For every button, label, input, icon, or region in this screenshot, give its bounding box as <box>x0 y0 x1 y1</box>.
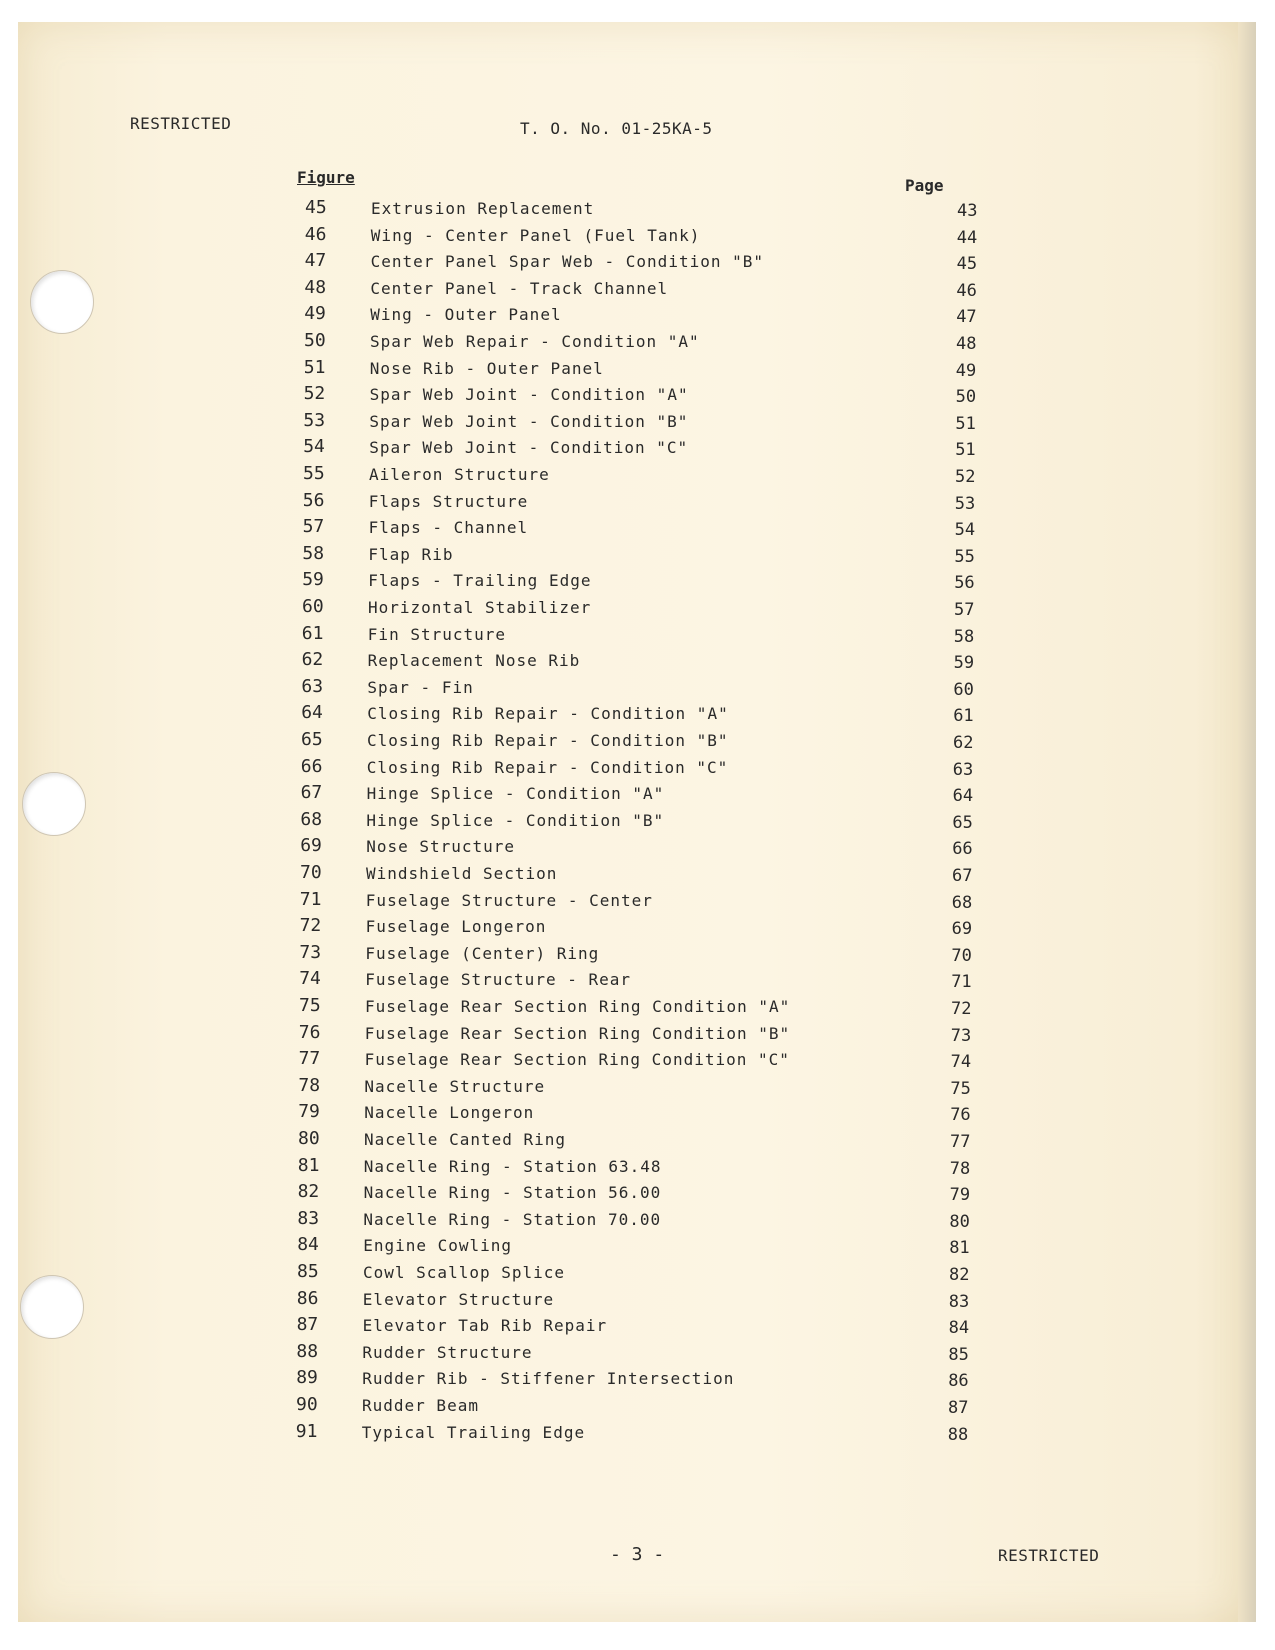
footer-restricted: RESTRICTED <box>998 1546 1100 1565</box>
figure-number: 70 <box>300 862 322 883</box>
figure-number: 50 <box>304 330 326 351</box>
figure-number: 63 <box>301 675 324 697</box>
figure-number: 88 <box>296 1340 319 1362</box>
page-reference: 87 <box>948 1398 969 1418</box>
figure-row <box>296 1287 987 1316</box>
document-number: T. O. No. 01-25KA-5 <box>520 119 713 138</box>
figure-title: Elevator Tab Rib Repair <box>362 1316 608 1336</box>
figure-row <box>302 489 993 518</box>
page-reference: 50 <box>955 387 977 408</box>
page-reference: 69 <box>951 919 973 940</box>
figure-row <box>305 199 995 225</box>
figure-title: Closing Rib Repair - Condition "C" <box>366 757 729 777</box>
page-reference: 67 <box>952 866 973 886</box>
figure-number: 78 <box>298 1074 321 1096</box>
figure-title: Fuselage Longeron <box>365 917 547 937</box>
figure-title: Spar Web Joint - Condition "A" <box>369 385 689 405</box>
figure-title: Horizontal Stabilizer <box>368 598 592 617</box>
page-reference: 88 <box>947 1424 969 1445</box>
figure-number: 71 <box>299 888 322 910</box>
page-reference: 77 <box>950 1132 971 1152</box>
figure-row <box>300 808 990 837</box>
figure-number: 67 <box>300 782 323 804</box>
figure-number: 72 <box>299 915 322 937</box>
figure-title: Spar Web Repair - Condition "A" <box>370 332 700 351</box>
figure-title: Fuselage Rear Section Ring Condition "B" <box>364 1023 791 1043</box>
figure-row <box>301 675 991 704</box>
page-column-header: Page <box>905 176 944 195</box>
page-reference: 61 <box>953 706 974 727</box>
figure-title: Closing Rib Repair - Condition "B" <box>367 731 729 750</box>
figure-row <box>299 888 990 917</box>
figure-title: Rudder Beam <box>362 1396 479 1415</box>
figure-row <box>302 571 992 597</box>
figure-title: Spar Web Joint - Condition "C" <box>369 438 689 458</box>
figure-number: 82 <box>297 1181 320 1203</box>
figure-title: Center Panel - Track Channel <box>370 278 669 298</box>
figure-title: Flap Rib <box>368 544 454 564</box>
figure-row <box>297 1207 987 1236</box>
figure-row <box>303 409 993 438</box>
figure-row <box>296 1369 986 1395</box>
figure-title: Closing Rib Repair - Condition "A" <box>367 704 729 724</box>
page-reference: 63 <box>952 759 974 780</box>
figure-title: Flaps Structure <box>368 491 529 511</box>
page-reference: 65 <box>952 812 973 833</box>
page-edge <box>1238 22 1256 1622</box>
page-reference: 54 <box>954 520 976 541</box>
figure-title: Center Panel Spar Web - Condition "B" <box>370 252 765 272</box>
figure-title: Windshield Section <box>366 864 558 883</box>
figure-row <box>300 917 990 943</box>
figure-title: Nacelle Ring - Station 56.00 <box>363 1183 662 1203</box>
figure-row <box>299 970 989 996</box>
figure-number: 65 <box>301 729 323 750</box>
figure-title: Elevator Structure <box>362 1289 555 1309</box>
page-reference: 51 <box>955 440 976 461</box>
figure-number: 86 <box>296 1287 319 1309</box>
figure-number: 68 <box>300 808 323 830</box>
figure-number: 75 <box>299 995 321 1016</box>
figure-title: Fin Structure <box>367 624 507 644</box>
figure-title: Nacelle Canted Ring <box>364 1130 567 1149</box>
page-reference: 46 <box>956 280 977 301</box>
figure-row <box>297 1154 988 1183</box>
figure-row <box>303 438 993 464</box>
page-reference: 72 <box>951 999 972 1019</box>
figure-number: 59 <box>302 569 324 591</box>
page-reference: 51 <box>955 413 976 434</box>
figure-row <box>298 1074 988 1103</box>
figure-title: Flaps - Channel <box>368 518 529 538</box>
page-reference: 78 <box>949 1158 971 1179</box>
figure-row <box>300 837 990 863</box>
figure-title: Typical Trailing Edge <box>361 1422 586 1442</box>
figure-number: 51 <box>303 356 326 378</box>
page-reference: 43 <box>957 201 978 221</box>
figure-row <box>301 622 992 651</box>
page-reference: 86 <box>948 1371 969 1392</box>
page-reference: 57 <box>954 600 975 620</box>
binder-hole <box>30 270 94 334</box>
figure-number: 53 <box>303 409 326 431</box>
figure-number: 54 <box>303 436 325 458</box>
figure-title: Nacelle Longeron <box>364 1103 535 1123</box>
figure-row <box>304 332 994 358</box>
page-reference: 48 <box>956 334 977 354</box>
page-reference: 74 <box>950 1052 972 1073</box>
figure-number: 52 <box>303 383 326 405</box>
figure-title: Replacement Nose Rib <box>367 651 581 671</box>
page-reference: 45 <box>956 254 978 275</box>
figure-number: 48 <box>304 276 327 298</box>
figure-row <box>296 1340 986 1369</box>
page-reference: 70 <box>951 945 972 966</box>
page-reference: 62 <box>953 733 974 753</box>
figure-number: 58 <box>302 542 325 564</box>
figure-row <box>298 1183 988 1209</box>
figure-title: Rudder Rib - Stiffener Intersection <box>362 1369 735 1389</box>
figure-number: 64 <box>301 702 323 724</box>
figure-number: 85 <box>297 1261 319 1282</box>
figure-row <box>301 784 991 810</box>
figure-row <box>302 598 992 624</box>
figure-number: 46 <box>304 223 327 245</box>
page-reference: 56 <box>954 573 975 594</box>
figure-row <box>298 1021 989 1050</box>
figure-title: Fuselage Rear Section Ring Condition "A" <box>365 997 791 1016</box>
page-reference: 58 <box>953 626 975 647</box>
figure-row <box>295 1420 986 1449</box>
figure-number: 69 <box>300 835 322 857</box>
figure-number: 57 <box>302 516 325 538</box>
figure-title: Engine Cowling <box>363 1236 513 1256</box>
figure-title: Wing - Outer Panel <box>370 305 562 325</box>
figure-number: 90 <box>296 1394 318 1415</box>
figure-row <box>300 755 991 784</box>
page-reference: 81 <box>949 1238 970 1259</box>
figure-row <box>297 1263 987 1289</box>
page-reference: 53 <box>954 493 976 514</box>
figure-number: 62 <box>301 649 324 671</box>
figure-row <box>303 356 994 385</box>
figure-number: 47 <box>304 250 327 272</box>
figure-number: 55 <box>303 463 325 484</box>
page-reference: 75 <box>950 1078 971 1099</box>
figure-row <box>301 731 991 757</box>
figure-number: 56 <box>302 489 325 511</box>
figure-row <box>302 651 992 677</box>
figure-row <box>298 1103 988 1129</box>
page-number: - 3 - <box>610 1544 665 1565</box>
figure-title: Wing - Center Panel (Fuel Tank) <box>370 225 701 245</box>
figure-row <box>300 864 990 890</box>
page-reference: 80 <box>949 1211 970 1232</box>
figure-row <box>297 1236 987 1262</box>
figure-number: 87 <box>296 1314 319 1336</box>
page-reference: 49 <box>955 360 977 381</box>
page-reference: 55 <box>954 546 975 567</box>
figure-row <box>305 252 995 278</box>
figure-row <box>304 385 994 411</box>
figure-title: Nacelle Ring - Station 70.00 <box>363 1209 662 1229</box>
figure-row <box>304 223 995 252</box>
figure-row <box>297 1316 987 1342</box>
figure-row <box>299 1050 989 1076</box>
page-reference: 84 <box>948 1318 970 1339</box>
figure-number: 91 <box>295 1420 318 1442</box>
page-reference: 71 <box>951 972 972 993</box>
page-reference: 60 <box>953 679 974 700</box>
figure-title: Extrusion Replacement <box>371 199 595 218</box>
figure-title: Aileron Structure <box>369 465 550 484</box>
figure-number: 83 <box>297 1207 320 1229</box>
figure-number: 66 <box>300 755 323 777</box>
figure-row <box>298 1130 988 1156</box>
figure-title: Fuselage (Center) Ring <box>365 943 600 963</box>
figure-title: Spar Web Joint - Condition "B" <box>369 411 689 431</box>
figure-title: Nose Structure <box>366 837 516 857</box>
figure-number: 77 <box>298 1048 321 1070</box>
figure-row <box>301 704 991 730</box>
figure-number: 84 <box>297 1234 319 1256</box>
page-reference: 59 <box>953 653 975 674</box>
figure-title: Fuselage Structure - Center <box>365 890 653 910</box>
figure-row <box>299 997 989 1023</box>
figure-number: 49 <box>304 303 326 325</box>
figure-number: 45 <box>305 197 327 218</box>
page-reference: 83 <box>948 1291 970 1312</box>
page-reference: 76 <box>950 1105 971 1126</box>
page-reference: 79 <box>949 1185 971 1206</box>
figure-row <box>304 276 994 305</box>
figure-number: 76 <box>298 1021 321 1043</box>
figure-number: 89 <box>296 1367 318 1389</box>
figure-number: 80 <box>298 1128 320 1149</box>
figure-title: Rudder Structure <box>362 1342 533 1362</box>
page-reference: 82 <box>949 1265 970 1285</box>
figure-title: Fuselage Rear Section Ring Condition "C" <box>364 1050 790 1070</box>
figure-row <box>302 542 992 571</box>
binder-hole <box>22 772 86 836</box>
figure-number: 81 <box>297 1154 320 1176</box>
figure-number: 73 <box>299 941 322 963</box>
page-reference: 68 <box>951 892 973 913</box>
figure-row <box>299 941 989 970</box>
figure-title: Nose Rib - Outer Panel <box>369 358 604 378</box>
page-reference: 44 <box>956 227 978 248</box>
figure-row <box>303 465 993 491</box>
figure-row <box>303 518 993 544</box>
figure-row <box>296 1396 986 1422</box>
figure-column-header: Figure <box>297 168 355 187</box>
page-reference: 47 <box>956 307 977 328</box>
page-reference: 52 <box>955 467 976 487</box>
figure-title: Flaps - Trailing Edge <box>368 571 592 591</box>
page-reference: 85 <box>948 1344 969 1365</box>
figure-title: Nacelle Ring - Station 63.48 <box>363 1156 662 1176</box>
figure-number: 60 <box>302 596 324 617</box>
figure-title: Cowl Scallop Splice <box>363 1263 566 1282</box>
figure-row <box>304 305 994 331</box>
header-restricted: RESTRICTED <box>130 114 232 133</box>
figure-number: 79 <box>298 1101 320 1123</box>
figure-title: Spar - Fin <box>367 677 474 697</box>
page-reference: 73 <box>950 1025 972 1046</box>
figure-title: Fuselage Structure - Rear <box>365 970 632 990</box>
figure-title: Nacelle Structure <box>364 1076 546 1096</box>
page-reference: 64 <box>952 786 974 807</box>
page-reference: 66 <box>952 839 973 860</box>
figure-title: Hinge Splice - Condition "B" <box>366 810 665 830</box>
binder-hole <box>20 1275 84 1339</box>
figure-number: 74 <box>299 968 321 990</box>
figure-title: Hinge Splice - Condition "A" <box>366 784 665 804</box>
figure-number: 61 <box>301 622 324 644</box>
